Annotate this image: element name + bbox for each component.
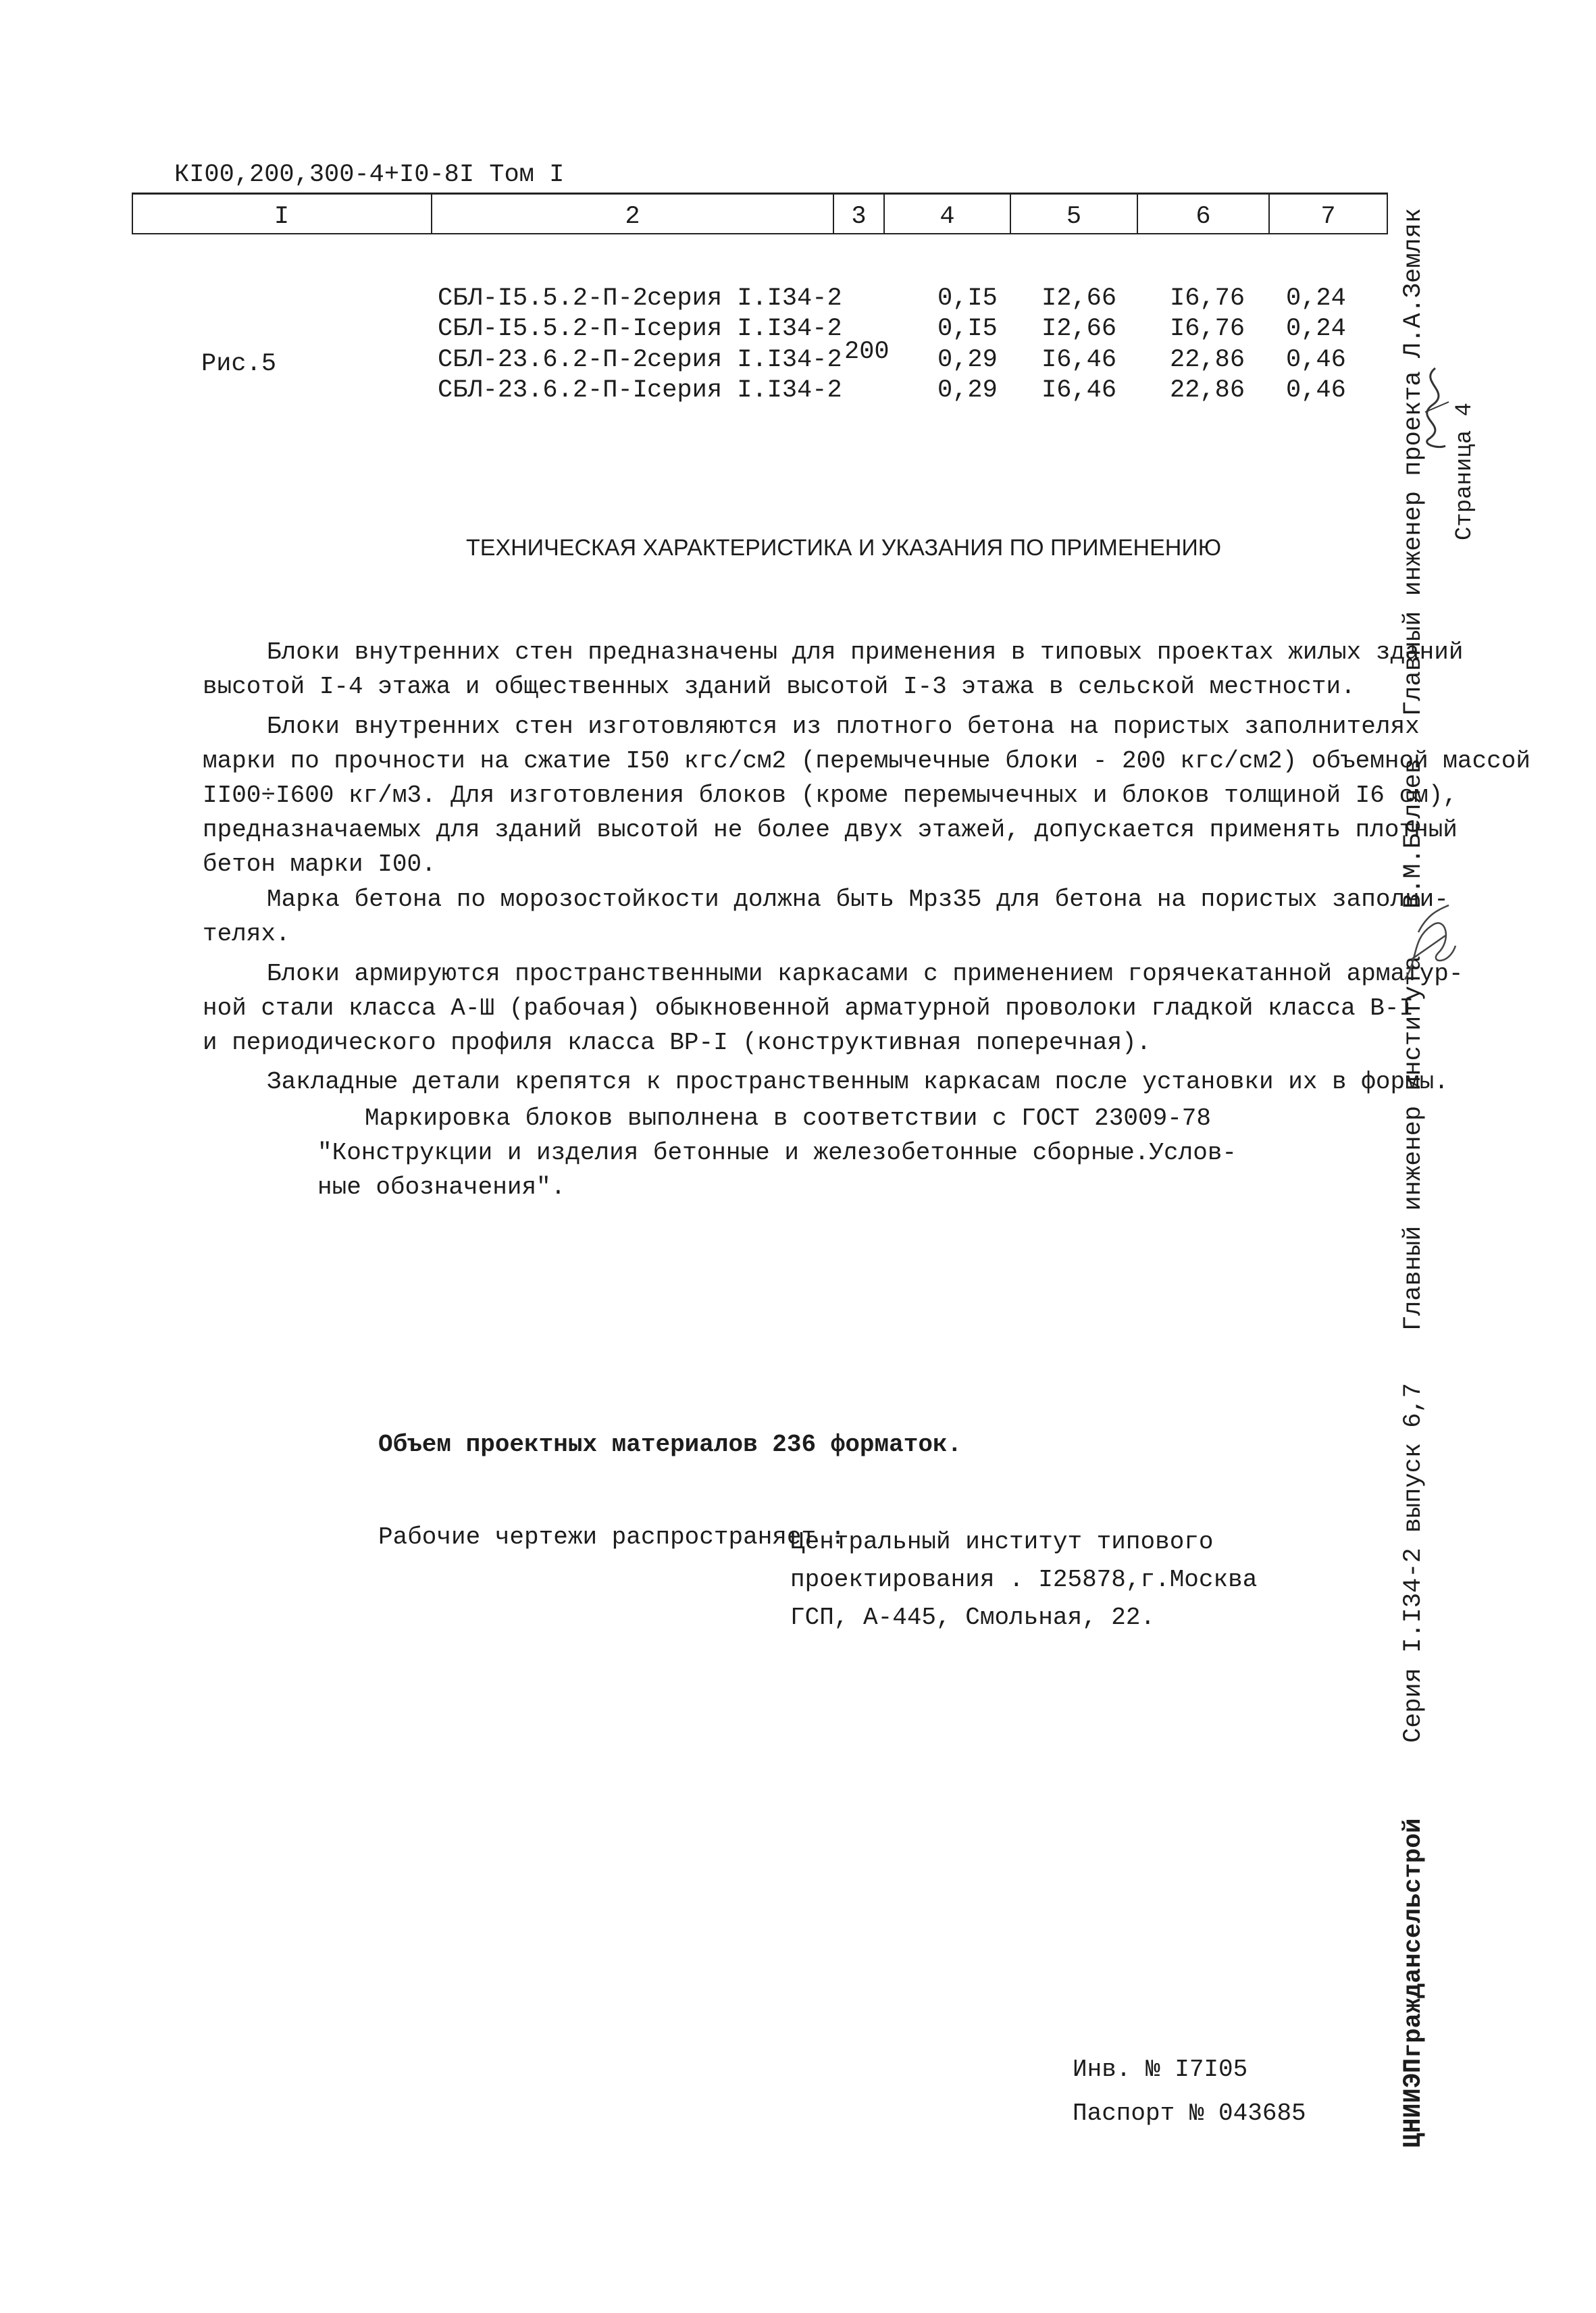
value-col4: 0,I5: [937, 284, 998, 313]
value-col7: 0,46: [1286, 346, 1346, 374]
value-col5: I2,66: [1041, 315, 1117, 343]
value-col5: I6,46: [1041, 346, 1117, 374]
block-series: серия I.I34-2: [647, 346, 842, 374]
value-col7: 0,24: [1286, 284, 1346, 313]
paragraph: [203, 1065, 1449, 1099]
value-col4: 0,I5: [937, 315, 998, 343]
value-col4: 0,29: [937, 376, 998, 405]
column-header: 7: [1320, 203, 1336, 231]
series-label: Серия I.I34-2 выпуск 6,7: [1399, 1383, 1428, 1743]
paragraph-line: ные обозначения".: [317, 1173, 566, 1201]
column-header: 4: [939, 203, 955, 231]
paragraph: [317, 1101, 1237, 1204]
paragraph-line: Блоки армируются пространственными каркасами с применением горячекатанной арматур-: [267, 960, 1464, 988]
paragraph: [203, 882, 1449, 951]
value-col6: I6,76: [1170, 284, 1245, 313]
address-line: Центральный институт типового: [790, 1528, 1214, 1556]
col-divider: [1387, 193, 1388, 234]
paragraph-line: телях.: [203, 920, 290, 948]
paragraph: [203, 635, 1464, 704]
paragraph-line: предназначаемых для зданий высотой не более двух этажей, допускается применять плотный: [203, 816, 1458, 844]
inventory-number: Инв. № I7I05: [1073, 2056, 1248, 2083]
paragraph-line: Закладные детали крепятся к пространственным каркасам после установки их в формы.: [267, 1068, 1449, 1096]
volume-note: Объем проектных материалов 236 форматок.: [378, 1431, 962, 1458]
column-header: 2: [625, 203, 640, 231]
section-title: ТЕХНИЧЕСКАЯ ХАРАКТЕРИСТИКА И УКАЗАНИЯ ПО ПРИМЕНЕНИЮ: [466, 535, 1222, 561]
signature-project-engineer: [1412, 365, 1459, 453]
paragraph-line: Марка бетона по морозостойкости должна быть Мрз35 для бетона на пористых заполни-: [267, 886, 1449, 913]
value-col6: I6,76: [1170, 315, 1245, 343]
table-top-line: [132, 193, 1388, 195]
passport-number: Паспорт № 043685: [1073, 2100, 1306, 2127]
block-mark: СБЛ-23.6.2-П-2: [438, 346, 648, 374]
block-series: серия I.I34-2: [647, 376, 842, 405]
value-col6: 22,86: [1170, 376, 1245, 405]
organization-name: ЦНИИЭПграждансельстрой: [1399, 1818, 1428, 2148]
paragraph-line: "Конструкции и изделия бетонные и железобетонные сборные.Услов-: [317, 1139, 1237, 1167]
column-header: 3: [851, 203, 867, 231]
paragraph: [203, 957, 1464, 1060]
column-header: 5: [1066, 203, 1082, 231]
block-mark: СБЛ-I5.5.2-П-I: [438, 315, 648, 343]
shared-col3-value: 200: [844, 338, 890, 366]
page-number: Страница 4: [1452, 402, 1478, 540]
paragraph-line: марки по прочности на сжатие I50 кгс/см2 (перемычечные блоки - 200 кгс/см2) объемной массой: [203, 747, 1530, 775]
value-col7: 0,46: [1286, 376, 1346, 405]
address-line: проектирования . I25878,г.Москва: [790, 1566, 1258, 1594]
value-col6: 22,86: [1170, 346, 1245, 374]
signature-institute-engineer: [1391, 898, 1466, 986]
paragraph-line: II00÷I600 кг/м3. Для изготовления блоков (кроме перемычечных и блоков толщиной I6 см),: [203, 782, 1458, 809]
block-mark: СБЛ-23.6.2-П-I: [438, 376, 648, 405]
block-mark: СБЛ-I5.5.2-П-2: [438, 284, 648, 313]
column-header: I: [274, 203, 290, 231]
value-col5: I2,66: [1041, 284, 1117, 313]
column-header: 6: [1195, 203, 1211, 231]
paragraph-line: высотой I-4 этажа и общественных зданий высотой I-3 этажа в сельской местности.: [203, 673, 1356, 701]
paragraph-line: ной стали класса А-Ш (рабочая) обыкновенной арматурной проволоки гладкой класса В-I: [203, 994, 1414, 1022]
value-col5: I6,46: [1041, 376, 1117, 405]
chief-institute-engineer-name: В.М.Беляев: [1399, 758, 1428, 909]
table-header-bottom-line: [132, 233, 1388, 234]
paragraph-line: Блоки внутренних стен изготовляются из плотного бетона на пористых заполнителях: [267, 713, 1420, 740]
value-col7: 0,24: [1286, 315, 1346, 343]
value-col4: 0,29: [937, 346, 998, 374]
chief-institute-engineer-label: Главный инженер института: [1399, 955, 1428, 1331]
distributor-address: [790, 1523, 1257, 1637]
figure-label: Рис.5: [201, 350, 277, 378]
paragraph-line: и периодического профиля класса ВР-I (конструктивная поперечная).: [203, 1029, 1152, 1057]
paragraph: [203, 709, 1530, 882]
chief-project-engineer-name: Л.А.Земляк: [1399, 207, 1428, 358]
distributor-label: Рабочие чертежи распространяет :: [378, 1523, 846, 1551]
chief-project-engineer-label: Главный инженер проекта: [1399, 371, 1428, 716]
paragraph-line: Маркировка блоков выполнена в соответствии с ГОСТ 23009-78: [365, 1104, 1212, 1132]
block-series: серия I.I34-2: [647, 315, 842, 343]
block-series: серия I.I34-2: [647, 284, 842, 313]
paragraph-line: бетон марки I00.: [203, 850, 436, 878]
address-line: ГСП, А-445, Смольная, 22.: [790, 1604, 1156, 1631]
document-code: КI00,200,300-4+I0-8I Том I: [174, 161, 565, 189]
paragraph-line: Блоки внутренних стен предназначены для применения в типовых проектах жилых зданий: [267, 638, 1464, 666]
